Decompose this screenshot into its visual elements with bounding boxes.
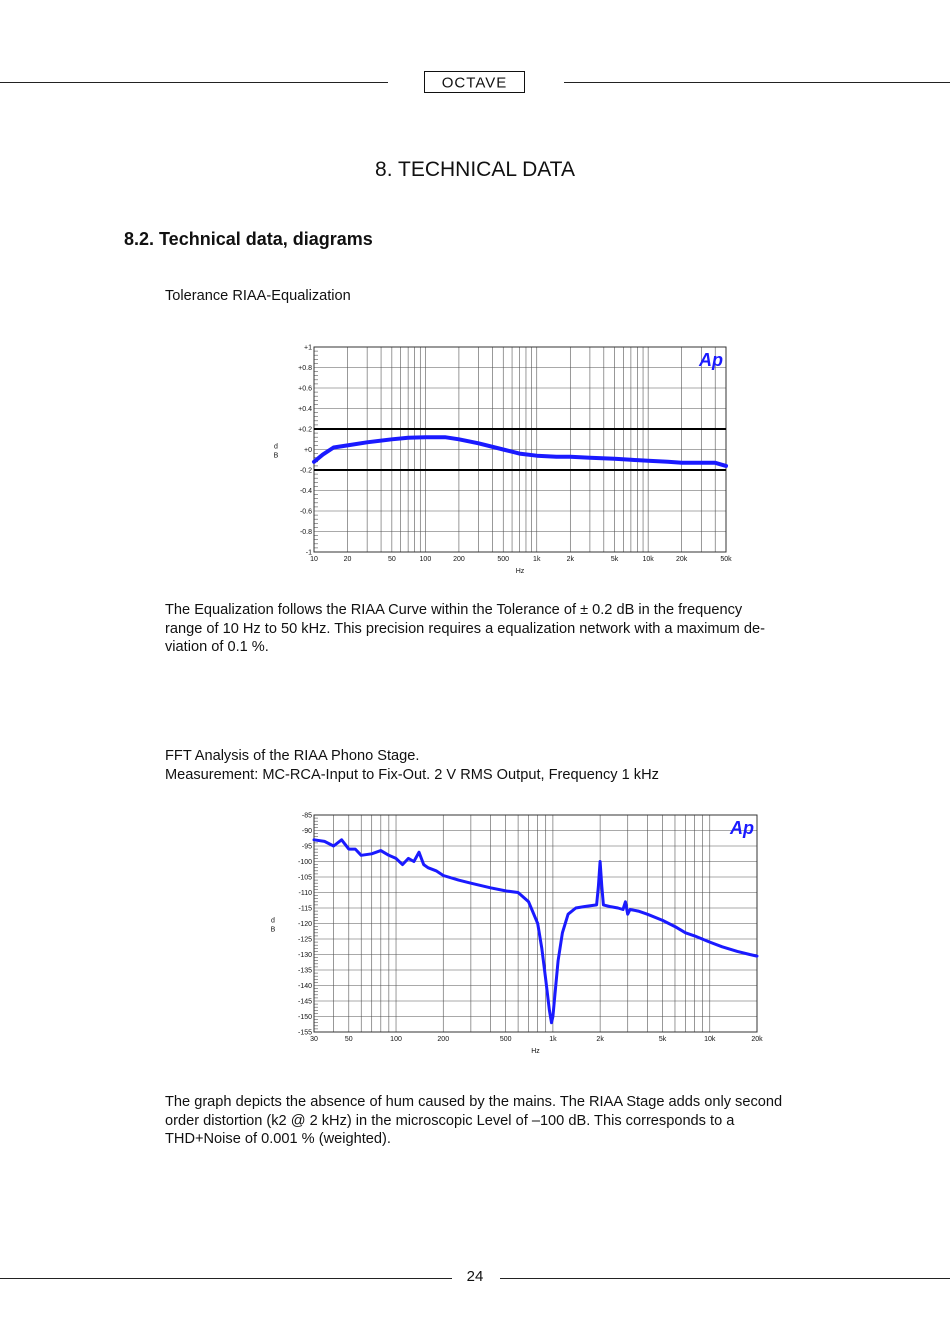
series-line xyxy=(314,437,726,466)
riaa-description-line: range of 10 Hz to 50 kHz. This precision requires a equalization network with a maximum de- xyxy=(165,620,765,637)
x-tick-label: 200 xyxy=(453,556,465,563)
y-tick-label: -130 xyxy=(297,952,312,959)
x-tick-label: 500 xyxy=(499,1036,512,1043)
y-tick-label: -90 xyxy=(301,828,312,835)
y-tick-label: -115 xyxy=(298,905,312,913)
y-tick-label: -140 xyxy=(297,983,312,990)
y-tick-label: -100 xyxy=(297,859,312,866)
logo-text: OCTAVE xyxy=(441,74,508,92)
x-tick-label: 2k xyxy=(566,556,574,563)
x-tick-label: 20k xyxy=(751,1036,763,1043)
header-rule-left xyxy=(0,82,388,83)
y-tick-label: +0.4 xyxy=(298,406,312,413)
x-tick-label: 1k xyxy=(549,1036,557,1043)
y-axis-label xyxy=(271,918,276,934)
y-tick-label: +0.6 xyxy=(298,385,312,393)
y-tick-label: -95 xyxy=(301,843,312,851)
y-tick-label: -145 xyxy=(297,998,312,1006)
grid xyxy=(314,347,726,552)
riaa-description-line: The Equalization follows the RIAA Curve within the Tolerance of ± 0.2 dB in the frequency xyxy=(165,602,743,618)
x-tick-label: 2k xyxy=(596,1036,604,1043)
header-rule-right xyxy=(564,82,950,83)
x-axis-label: Hz xyxy=(515,568,525,575)
subsection-title: 8.2. Technical data, diagrams xyxy=(124,229,373,249)
y-tick-label: -1 xyxy=(305,549,312,557)
ap-logo: Ap xyxy=(730,818,754,838)
y-tick-label: -105 xyxy=(297,874,312,882)
y-axis-label-letter: B xyxy=(270,926,276,934)
octave-logo xyxy=(424,71,525,93)
y-tick-label: +0 xyxy=(304,447,312,454)
x-tick-label: 1k xyxy=(533,556,541,563)
ap-logo: Ap xyxy=(699,350,723,370)
y-axis-label-letter: d xyxy=(274,443,278,451)
y-tick-label: -125 xyxy=(297,936,312,944)
y-axis-label-letter: d xyxy=(271,917,275,925)
x-tick-label: 10 xyxy=(310,556,318,563)
y-tick-label: -85 xyxy=(301,812,312,820)
x-tick-label: 50 xyxy=(387,556,396,563)
riaa-description-line: viation of 0.1 %. xyxy=(165,639,269,655)
y-tick-label: -0.6 xyxy=(299,508,312,516)
x-tick-label: 100 xyxy=(419,556,432,563)
x-tick-label: 5k xyxy=(658,1036,667,1043)
y-tick-label: -110 xyxy=(298,890,312,897)
grid xyxy=(314,815,757,1032)
fft-description xyxy=(165,1093,826,1149)
fft-description-line: order distortion (k2 @ 2 kHz) in the microscopic Level of –100 dB. This corresponds to a xyxy=(165,1112,735,1129)
riaa-description xyxy=(165,601,826,657)
y-axis-label-letter: B xyxy=(273,452,279,460)
x-tick-label: 5k xyxy=(610,556,619,563)
y-tick-label: -155 xyxy=(297,1029,312,1037)
y-tick-label: -135 xyxy=(297,967,312,975)
y-tick-label: +0.8 xyxy=(298,365,312,372)
series-line xyxy=(314,840,757,1023)
section-title: 8. TECHNICAL DATA xyxy=(375,158,575,181)
y-tick-label: +0.2 xyxy=(298,426,312,434)
y-tick-label: -0.8 xyxy=(299,529,312,536)
y-tick-label: -0.4 xyxy=(299,488,312,495)
x-tick-label: 50 xyxy=(344,1036,353,1043)
x-tick-label: 200 xyxy=(437,1036,450,1043)
x-tick-label: 10k xyxy=(704,1036,716,1043)
fft-caption-line-1: FFT Analysis of the RIAA Phono Stage. xyxy=(165,748,420,764)
y-axis-label xyxy=(274,444,279,460)
fft-chart xyxy=(262,808,767,1063)
y-tick-label: -0.2 xyxy=(299,467,312,475)
x-tick-label: 20k xyxy=(676,556,688,563)
fft-description-line: THD+Noise of 0.001 % (weighted). xyxy=(165,1131,391,1147)
y-tick-label: +1 xyxy=(304,344,312,352)
x-tick-label: 10k xyxy=(642,556,654,563)
x-tick-label: 20 xyxy=(343,556,352,563)
riaa-chart xyxy=(265,340,735,585)
y-tick-label: -120 xyxy=(297,921,312,928)
x-axis-label: Hz xyxy=(531,1048,540,1055)
riaa-caption: Tolerance RIAA-Equalization xyxy=(165,288,351,304)
x-tick-label: 500 xyxy=(497,556,510,563)
y-tick-label: -150 xyxy=(297,1014,312,1021)
page-number: 24 xyxy=(466,1268,484,1285)
x-tick-label: 30 xyxy=(310,1036,318,1043)
x-tick-label: 50k xyxy=(720,556,732,563)
fft-description-line: The graph depicts the absence of hum caused by the mains. The RIAA Stage adds only second xyxy=(165,1094,783,1110)
x-tick-label: 100 xyxy=(390,1036,402,1043)
fft-caption-line-2: Measurement: MC-RCA-Input to Fix-Out. 2 V RMS Output, Frequency 1 kHz xyxy=(165,767,659,783)
